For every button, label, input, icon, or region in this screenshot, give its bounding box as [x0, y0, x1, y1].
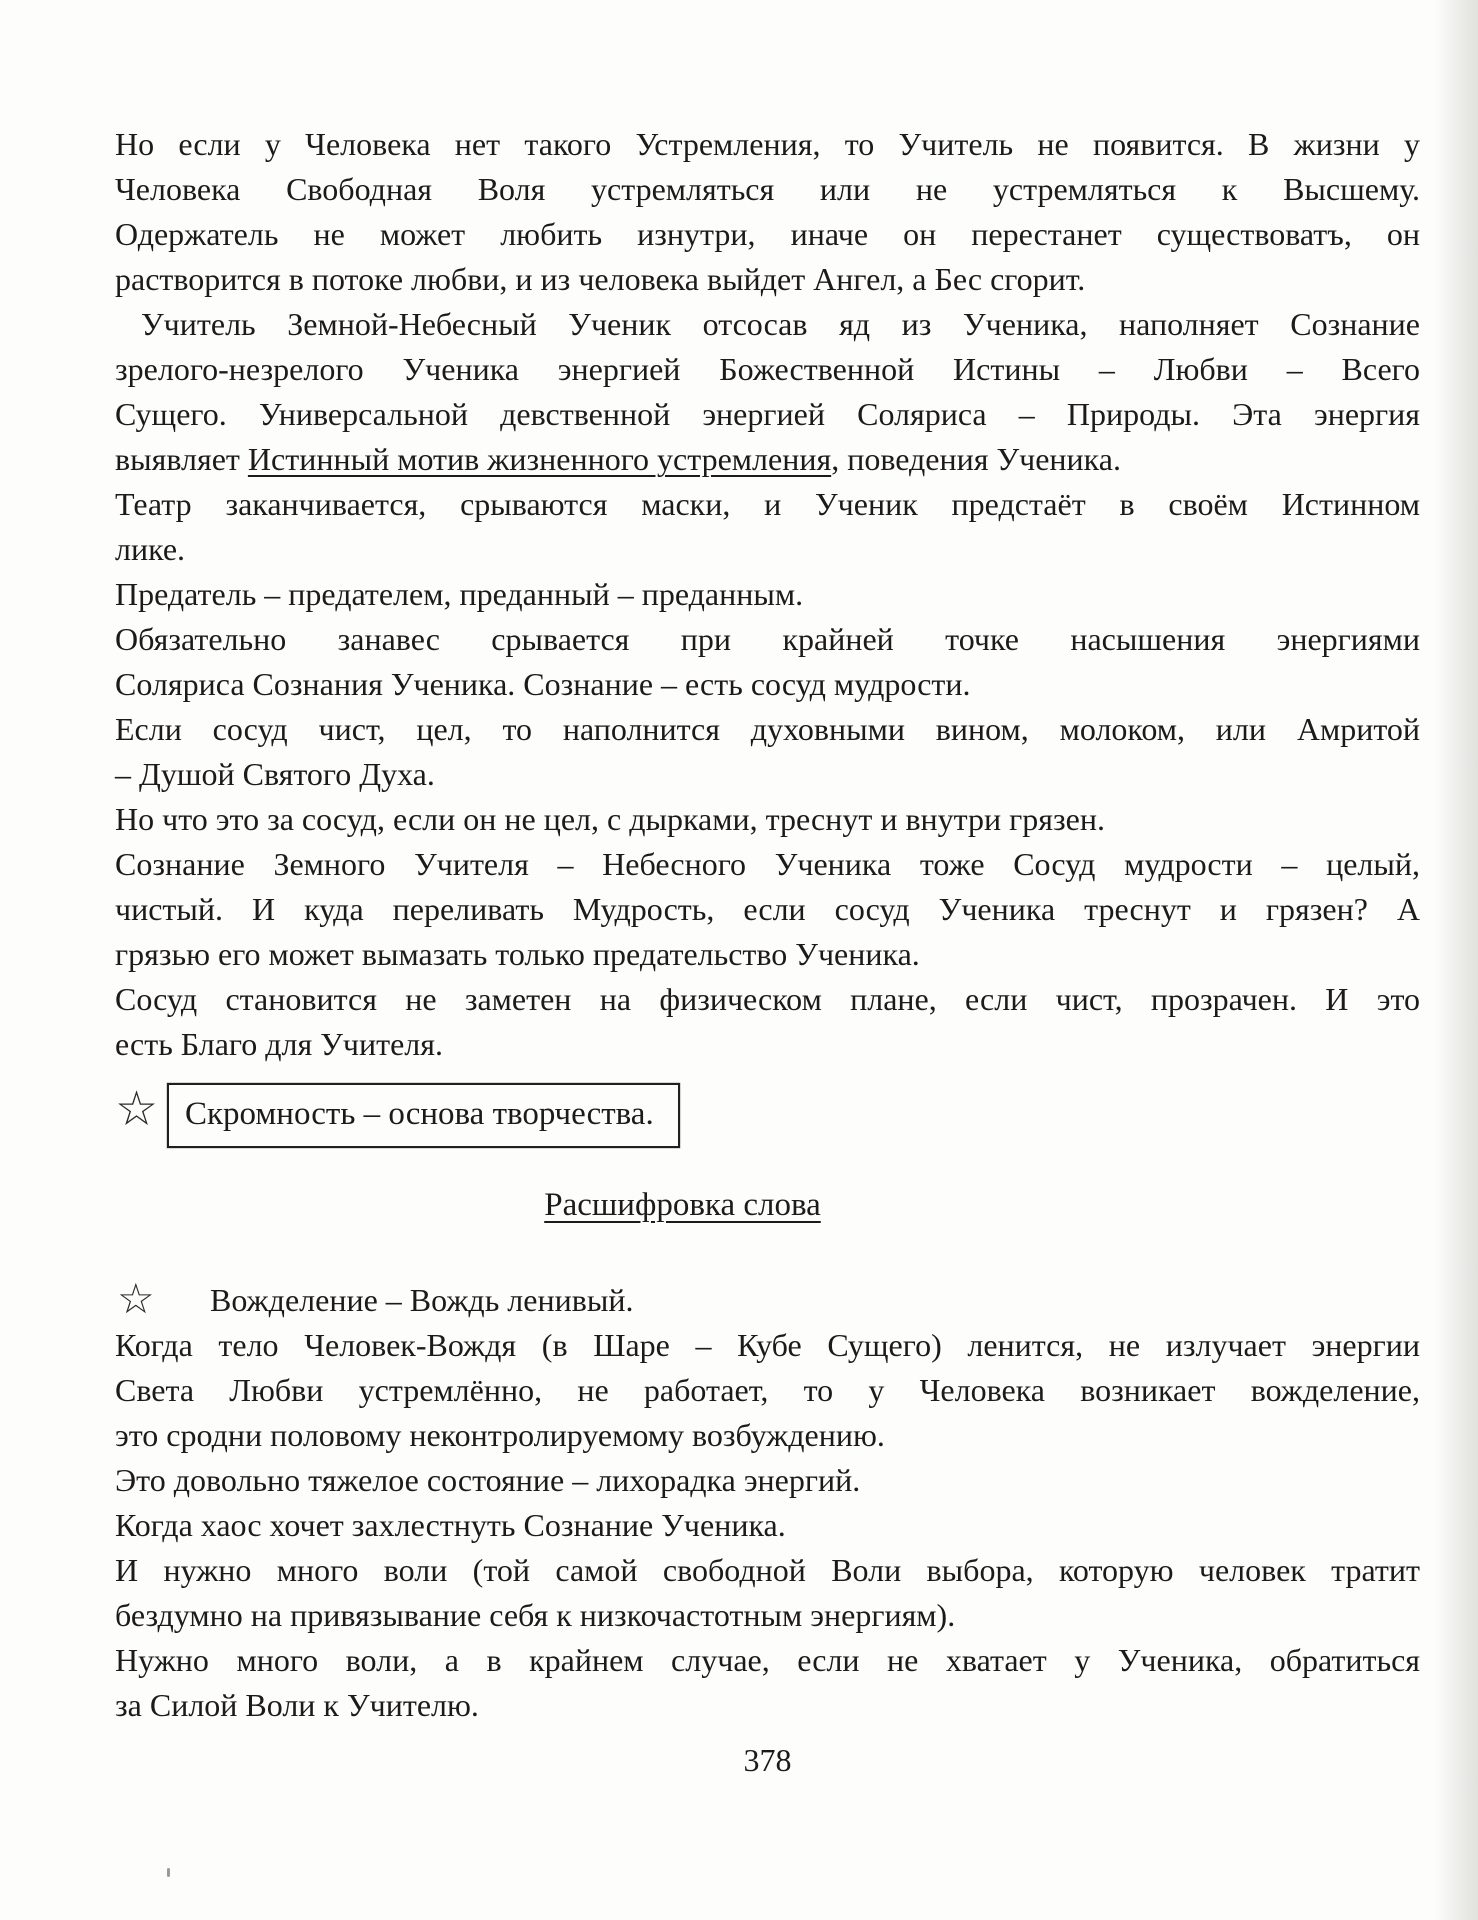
text-line: грязью его может вымазать только предательство Ученика. [115, 936, 920, 972]
text-line: Театр заканчивается, срываются маски, и Ученик предстаёт в своём Истинном [115, 486, 1420, 522]
text-line: Когда хаос хочет захлестнуть Сознание Ученика. [115, 1507, 786, 1543]
text-line: за Силой Воли к Учителю. [115, 1687, 479, 1723]
text-line: есть Благо для Учителя. [115, 1026, 443, 1062]
section-heading-text: Расшифровка слова [544, 1187, 821, 1223]
underlined-phrase: Истинный мотив жизненного устремления [247, 441, 832, 477]
text-line: Если сосуд чист, цел, то наполнится духовными вином, молоком, или Амритой [115, 711, 1420, 747]
text-line: Сосуд становится не заметен на физическом плане, если чист, прозрачен. И это [115, 981, 1420, 1017]
paragraph [115, 122, 1420, 302]
paragraph [115, 482, 1420, 572]
text-line: Когда тело Человек-Вождя (в Шаре – Кубе Сущего) ленится, не излучает энергии [115, 1327, 1420, 1363]
text-line: Сущего. Универсальной девственной энергией Соляриса – Природы. Эта энергия [115, 396, 1420, 432]
text-line: Учитель Земной-Небесный Ученик отсосав яд из Ученика, наполняет Сознание [141, 306, 1420, 342]
paragraph [115, 1458, 1420, 1503]
star-definition-row [115, 1274, 1420, 1323]
text-line: чистый. И куда переливать Мудрость, если сосуд Ученика треснут и грязен? А [115, 891, 1420, 927]
text-line: Нужно много воли, а в крайнем случае, если не хватает у Ученика, обратиться [115, 1642, 1420, 1678]
paragraph [115, 1638, 1420, 1728]
scan-speck [167, 1868, 170, 1877]
text-line: Сознание Земного Учителя – Небесного Ученика тоже Сосуд мудрости – целый, [115, 846, 1420, 882]
scan-edge-shadow [1434, 0, 1478, 1920]
star-icon: ☆ [115, 1081, 159, 1137]
paragraph [115, 302, 1420, 482]
text-line: Обязательно занавес срывается при крайней точке насышения энергиями [115, 621, 1420, 657]
text-line: бездумно на привязывание себя к низкочастотным энергиям). [115, 1597, 956, 1633]
text-line: растворится в потоке любви, и из человека выйдет Ангел, а Бес сгорит. [115, 261, 1086, 297]
text-line: это сродни половому неконтролируемому возбуждению. [115, 1417, 885, 1453]
text-line: Человека Свободная Воля устремляться или не устремляться к Высшему. [115, 171, 1420, 207]
text-line: Соляриса Сознания Ученика. Сознание – есть сосуд мудрости. [115, 666, 971, 702]
page-number: 378 [743, 1742, 792, 1778]
paragraph [115, 617, 1420, 707]
text-line: И нужно много воли (той самой свободной Воли выбора, которую человек тратит [115, 1552, 1420, 1588]
paragraph [115, 977, 1420, 1067]
star-icon: ☆ [117, 1274, 155, 1323]
boxed-aphorism: Скромность – основа творчества. [167, 1083, 680, 1148]
paragraph [115, 1323, 1420, 1458]
text-column [115, 122, 1420, 1728]
text-segment: , поведения Ученика. [831, 441, 1121, 477]
paragraph [115, 842, 1420, 977]
text-line: – Душой Святого Духа. [115, 756, 435, 792]
text-line: Предатель – предателем, преданный – преданным. [115, 576, 804, 612]
paragraph [115, 707, 1420, 797]
section-heading [30, 1183, 1335, 1228]
text-line: Но что это за сосуд, если он не цел, с дырками, треснут и внутри грязен. [115, 801, 1105, 837]
text-line: зрелого-незрелого Ученика энергией Божественной Истины – Любви – Всего [115, 351, 1420, 387]
paragraph [115, 797, 1420, 842]
text-segment: выявляет [115, 441, 248, 477]
paragraph [115, 1548, 1420, 1638]
text-line: Одержатель не может любить изнутри, иначе он перестанет существоватъ, он [115, 216, 1420, 252]
text-line: лике. [115, 531, 186, 567]
paragraph [115, 1503, 1420, 1548]
paragraph [115, 572, 1420, 617]
text-line: Но если у Человека нет такого Устремления, то Учитель не появится. В жизни у [115, 126, 1420, 162]
text-line [115, 437, 1420, 482]
text-line: Света Любви устремлённо, не работает, то у Человека возникает вожделение, [115, 1372, 1420, 1408]
text-line: Это довольно тяжелое состояние – лихорадка энергий. [115, 1462, 861, 1498]
aphorism-row [115, 1083, 1420, 1153]
text-line: Вожделение – Вождь ленивый. [210, 1282, 634, 1318]
